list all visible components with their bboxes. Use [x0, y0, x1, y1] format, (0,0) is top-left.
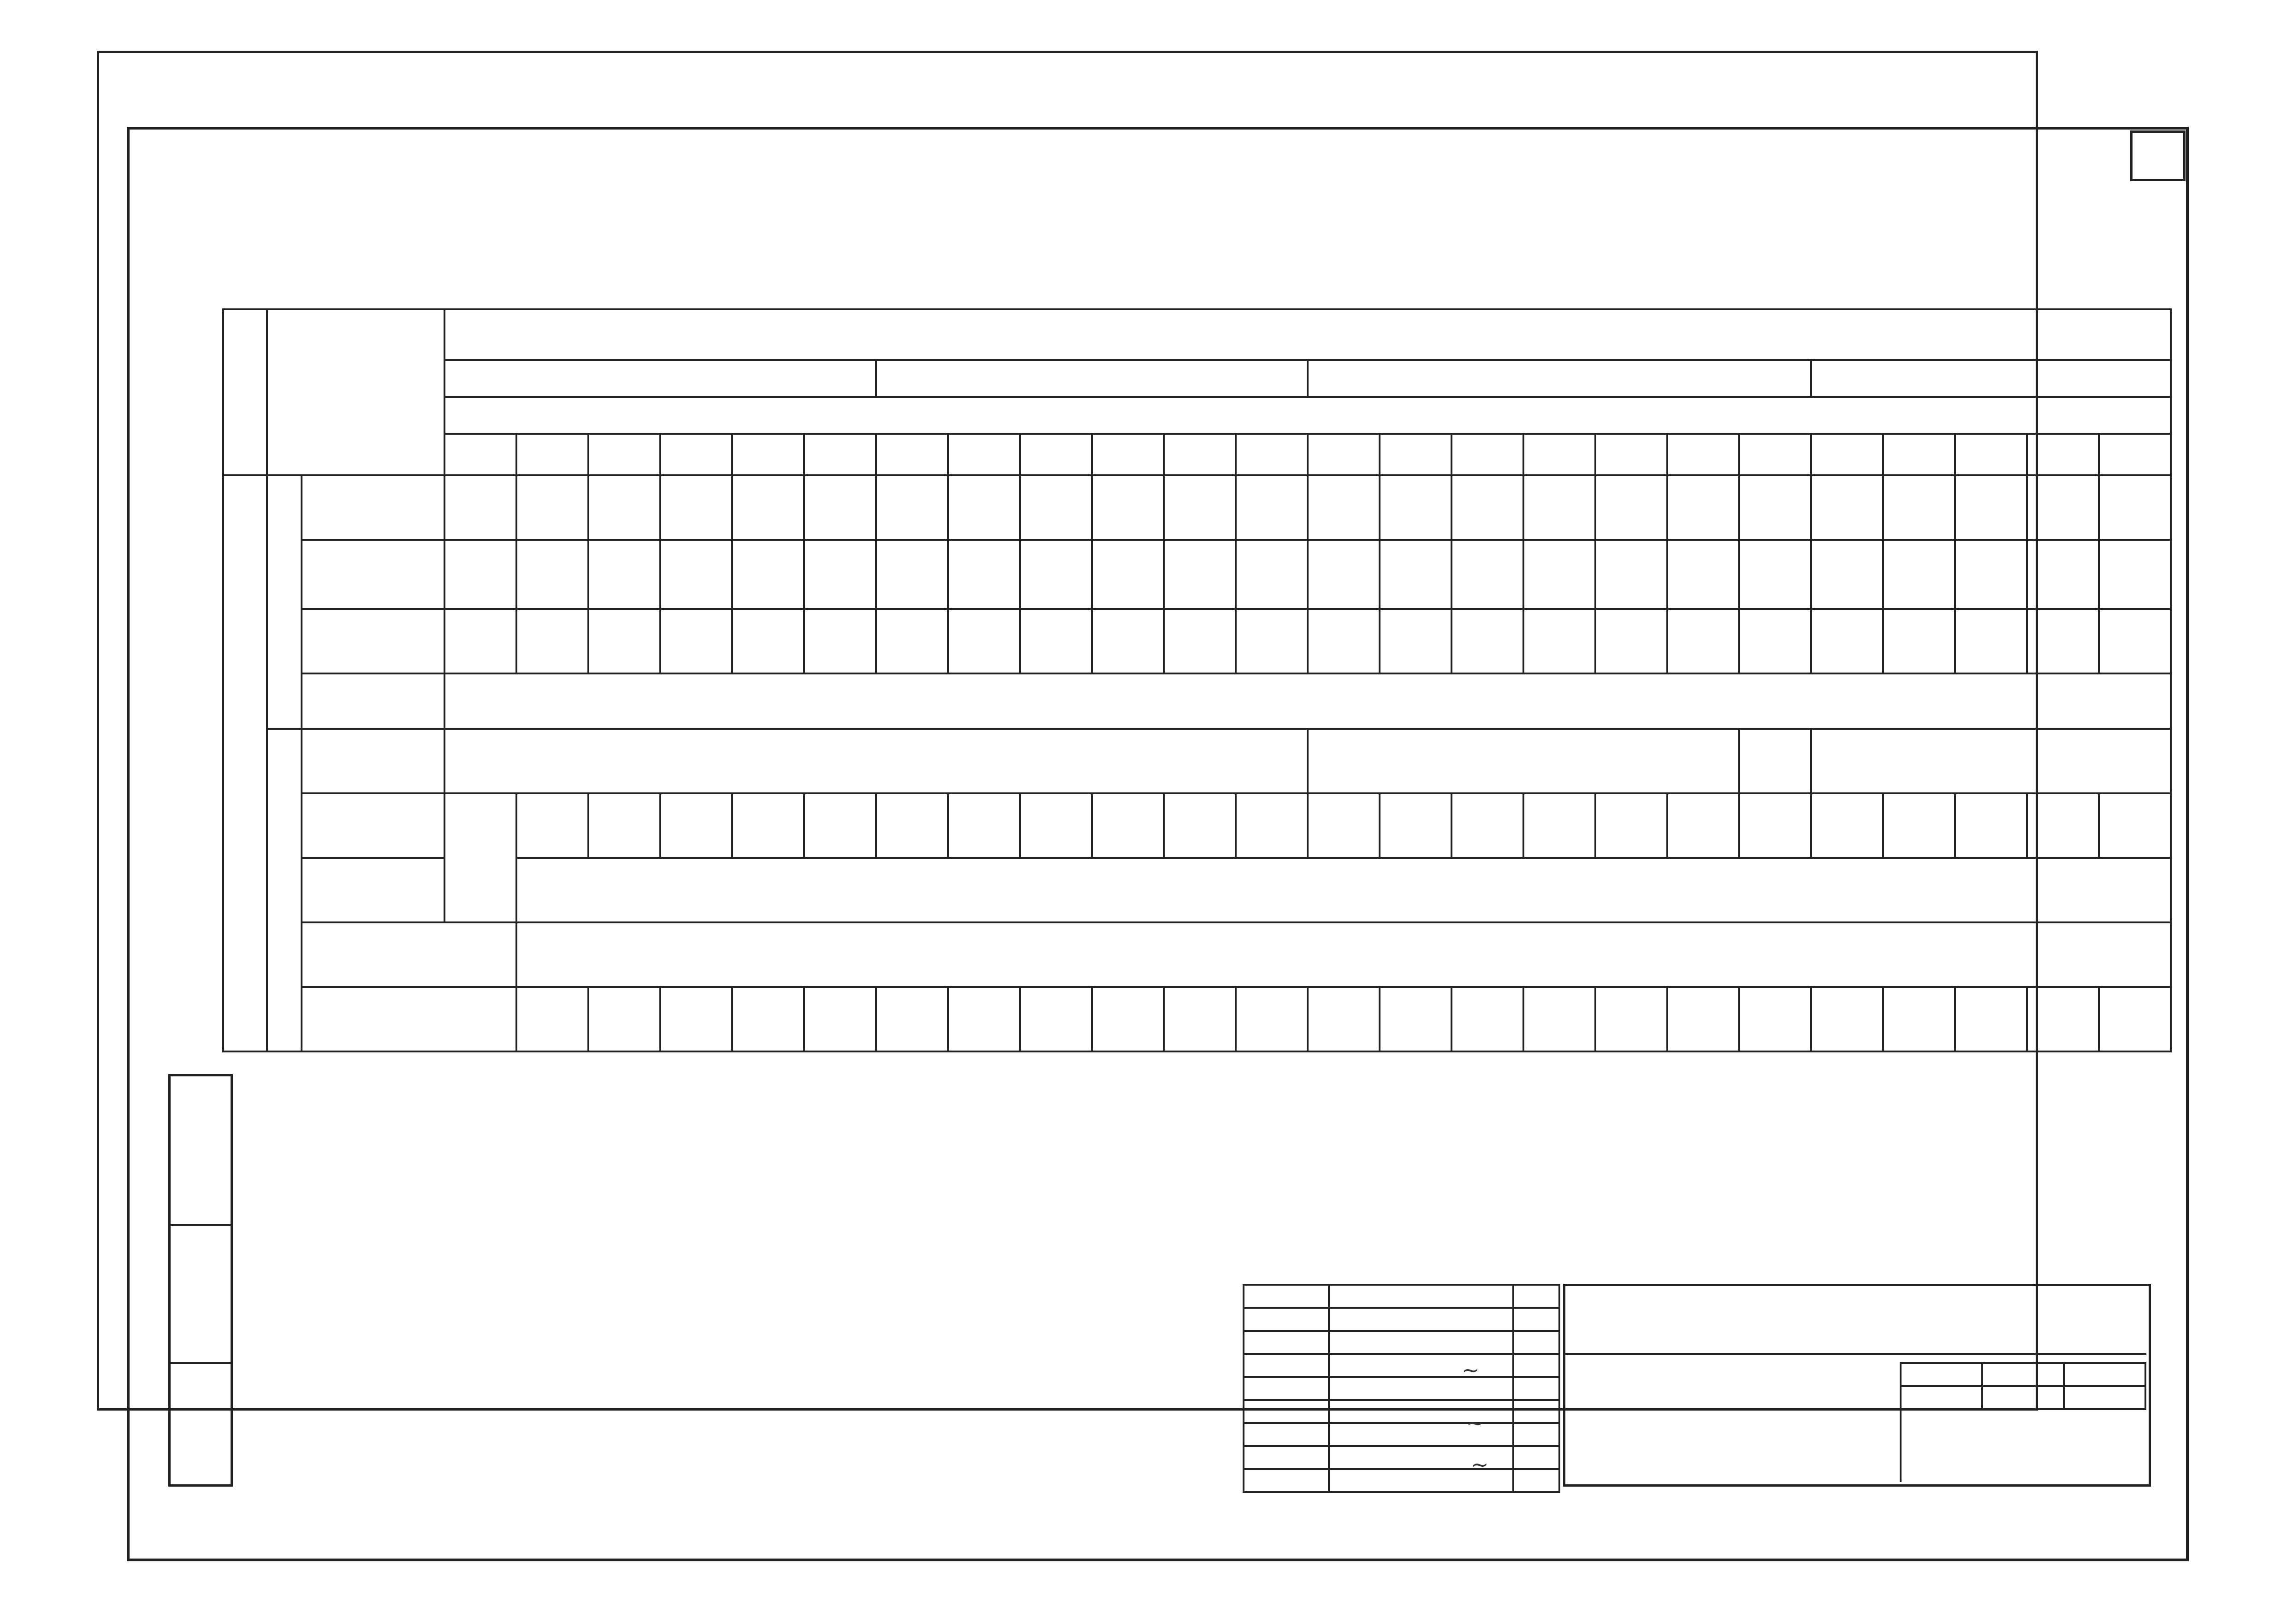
depth-value	[1811, 434, 1883, 475]
stamp-name	[1329, 1354, 1513, 1377]
cell-volume	[516, 793, 588, 858]
characteristics-table	[222, 308, 2172, 1052]
signature: ~	[1471, 1452, 1489, 1477]
cell-volume	[876, 793, 948, 858]
cell-A	[1739, 475, 1811, 540]
cell-H	[1739, 609, 1811, 673]
cell-volume	[1595, 793, 1667, 858]
depth-value	[732, 434, 804, 475]
cell-B	[1955, 540, 2027, 609]
materials-group-label	[267, 729, 302, 1051]
cell-A	[1883, 475, 1955, 540]
depth-value	[1451, 434, 1523, 475]
cell-B	[1523, 540, 1595, 609]
waterproof-label	[302, 922, 516, 987]
depth-value	[1092, 434, 1164, 475]
cell-gravel	[516, 987, 588, 1051]
depth-value	[1667, 434, 1739, 475]
cell-B	[2027, 540, 2099, 609]
cell-volume	[588, 793, 660, 858]
cell-A	[2027, 475, 2099, 540]
cell-H	[1667, 609, 1739, 673]
depth-value	[1164, 434, 1236, 475]
class-value	[1308, 729, 1739, 793]
cell-B	[1883, 540, 1955, 609]
signature-block	[1243, 1284, 1560, 1493]
pressure-group	[876, 360, 1308, 397]
cell-B	[516, 540, 588, 609]
cell-B	[1595, 540, 1667, 609]
depth-value	[1020, 434, 1092, 475]
cell-H	[1523, 609, 1595, 673]
pressure-group	[444, 360, 876, 397]
cell-B	[1236, 540, 1308, 609]
cell-gravel	[1883, 987, 1955, 1051]
stamp-name	[1329, 1423, 1513, 1446]
cell-H	[2027, 609, 2099, 673]
row-label-A	[302, 475, 444, 540]
depth-value	[1523, 434, 1595, 475]
cell-gravel	[1595, 987, 1667, 1051]
stamp-role	[1244, 1423, 1329, 1446]
cell-volume	[1020, 793, 1092, 858]
left-margin-strip	[168, 1074, 233, 1487]
depth-header	[444, 397, 2171, 434]
slab-group-label	[444, 793, 516, 922]
cell-volume	[2027, 793, 2099, 858]
depth-value	[1308, 434, 1380, 475]
cell-B	[660, 540, 732, 609]
cell-gravel	[1739, 987, 1811, 1051]
cell-gravel	[1164, 987, 1236, 1051]
cell-B	[1308, 540, 1380, 609]
cell-A	[1236, 475, 1308, 540]
cell-volume	[1092, 793, 1164, 858]
cell-B	[804, 540, 876, 609]
cell-A	[1811, 475, 1883, 540]
cell-H	[1164, 609, 1236, 673]
depth-value	[588, 434, 660, 475]
cell-A	[1020, 475, 1092, 540]
cell-volume	[2099, 793, 2171, 858]
cell-H	[1236, 609, 1308, 673]
cell-H	[660, 609, 732, 673]
cell-gravel	[1955, 987, 2027, 1051]
cell-volume	[1164, 793, 1236, 858]
sheet-header	[1982, 1363, 2064, 1386]
cell-B	[1164, 540, 1236, 609]
cell-volume	[1667, 793, 1739, 858]
test-pressure-header	[444, 309, 2171, 360]
class-label	[302, 729, 444, 793]
cell-volume	[1811, 793, 1883, 858]
cell-B	[1451, 540, 1523, 609]
cell-B	[1811, 540, 1883, 609]
cell-volume	[1451, 793, 1523, 858]
cell-B	[1667, 540, 1739, 609]
depth-value	[1595, 434, 1667, 475]
depth-value	[1380, 434, 1451, 475]
signature: ~	[1462, 1358, 1480, 1382]
cell-H	[1380, 609, 1451, 673]
gravel-label	[302, 987, 516, 1051]
class-value	[1811, 729, 2171, 793]
cell-A	[732, 475, 804, 540]
stage-value	[1901, 1386, 1982, 1409]
cell-H	[1595, 609, 1667, 673]
ro-value	[223, 475, 267, 1051]
cell-volume	[1380, 793, 1451, 858]
cell-gravel	[948, 987, 1020, 1051]
pressure-group	[1811, 360, 2171, 397]
depth-value	[516, 434, 588, 475]
cell-gravel	[660, 987, 732, 1051]
cell-B	[1020, 540, 1092, 609]
cell-gravel	[1380, 987, 1451, 1051]
sheets-header	[2064, 1363, 2145, 1386]
cell-B	[444, 540, 516, 609]
cell-B	[2099, 540, 2171, 609]
a-value	[444, 673, 2171, 729]
cell-gravel	[2027, 987, 2099, 1051]
pressure-group	[1308, 360, 1811, 397]
cell-A	[1164, 475, 1236, 540]
cell-B	[876, 540, 948, 609]
depth-value	[948, 434, 1020, 475]
ro-header	[223, 309, 267, 475]
cell-A	[804, 475, 876, 540]
depth-value	[2027, 434, 2099, 475]
cell-gravel	[1308, 987, 1380, 1051]
stamp-role	[1244, 1377, 1329, 1400]
depth-value	[804, 434, 876, 475]
cell-gravel	[1236, 987, 1308, 1051]
sheets-value	[2064, 1386, 2145, 1409]
cell-H	[876, 609, 948, 673]
cell-H	[732, 609, 804, 673]
cell-gravel	[732, 987, 804, 1051]
cushion-label	[302, 858, 444, 922]
stamp-role	[1244, 1354, 1329, 1377]
cell-H	[444, 609, 516, 673]
cell-volume	[948, 793, 1020, 858]
cell-volume	[1236, 793, 1308, 858]
sizes-group-label	[267, 475, 302, 729]
cell-H	[1955, 609, 2027, 673]
cell-H	[804, 609, 876, 673]
class-value	[1739, 729, 1811, 793]
depth-value	[444, 434, 516, 475]
cell-volume	[732, 793, 804, 858]
cell-volume	[1955, 793, 2027, 858]
depth-value	[660, 434, 732, 475]
cell-volume	[1739, 793, 1811, 858]
cell-H	[1811, 609, 1883, 673]
cell-H	[588, 609, 660, 673]
cell-A	[516, 475, 588, 540]
stamp-role	[1244, 1446, 1329, 1469]
cell-A	[1523, 475, 1595, 540]
cell-gravel	[1451, 987, 1523, 1051]
cell-A	[948, 475, 1020, 540]
depth-value	[2099, 434, 2171, 475]
cell-volume	[660, 793, 732, 858]
cell-gravel	[1020, 987, 1092, 1051]
sheet-value	[1982, 1386, 2064, 1409]
stamp-role	[1244, 1469, 1329, 1492]
stage-header	[1901, 1363, 1982, 1386]
cell-gravel	[804, 987, 876, 1051]
volume-label	[302, 793, 444, 858]
cell-gravel	[1523, 987, 1595, 1051]
cushion-value	[516, 858, 2171, 922]
cell-volume	[804, 793, 876, 858]
cell-gravel	[2099, 987, 2171, 1051]
cell-B	[1739, 540, 1811, 609]
signature: ~	[1466, 1411, 1484, 1435]
cell-A	[1308, 475, 1380, 540]
cell-A	[444, 475, 516, 540]
depth-value	[1739, 434, 1811, 475]
cell-volume	[1883, 793, 1955, 858]
cell-B	[732, 540, 804, 609]
depth-value	[1236, 434, 1308, 475]
stamp-name	[1329, 1400, 1513, 1423]
characteristics-header	[267, 309, 444, 475]
cell-H	[2099, 609, 2171, 673]
stamp-name	[1329, 1377, 1513, 1400]
cell-A	[2099, 475, 2171, 540]
cell-B	[948, 540, 1020, 609]
cell-gravel	[1667, 987, 1739, 1051]
stage-box	[1900, 1362, 2146, 1410]
depth-value	[1883, 434, 1955, 475]
waterproof-value	[516, 922, 2171, 987]
class-value	[444, 729, 1308, 793]
row-label-a	[302, 673, 444, 729]
cell-A	[1595, 475, 1667, 540]
stamp-role	[1244, 1400, 1329, 1423]
cell-H	[948, 609, 1020, 673]
depth-value	[1955, 434, 2027, 475]
page-number	[2130, 130, 2186, 181]
cell-A	[1667, 475, 1739, 540]
cell-H	[1020, 609, 1092, 673]
cell-B	[1092, 540, 1164, 609]
cell-H	[1092, 609, 1164, 673]
depth-value	[876, 434, 948, 475]
cell-A	[1092, 475, 1164, 540]
cell-gravel	[1092, 987, 1164, 1051]
cell-gravel	[876, 987, 948, 1051]
row-label-H	[302, 609, 444, 673]
cell-B	[588, 540, 660, 609]
cell-A	[1955, 475, 2027, 540]
cell-A	[1451, 475, 1523, 540]
cell-gravel	[588, 987, 660, 1051]
cell-H	[516, 609, 588, 673]
cell-B	[1380, 540, 1451, 609]
cell-volume	[1523, 793, 1595, 858]
cell-A	[660, 475, 732, 540]
cell-gravel	[1811, 987, 1883, 1051]
cell-H	[1308, 609, 1380, 673]
cell-A	[876, 475, 948, 540]
cell-H	[1451, 609, 1523, 673]
cell-H	[1883, 609, 1955, 673]
row-label-B	[302, 540, 444, 609]
cell-A	[1380, 475, 1451, 540]
cell-A	[588, 475, 660, 540]
cell-volume	[1308, 793, 1380, 858]
